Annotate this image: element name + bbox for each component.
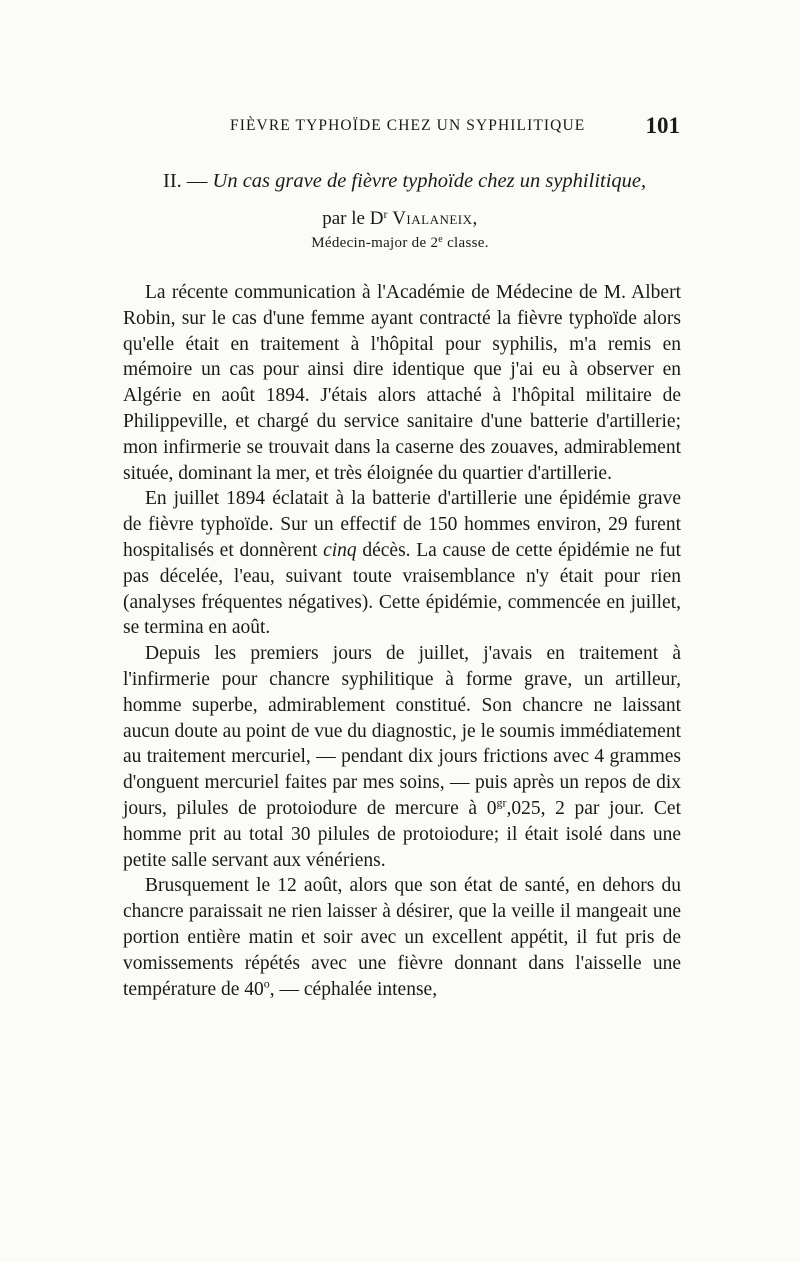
byline-sup: r: [383, 207, 388, 221]
paragraph-4-sup: o: [263, 976, 270, 991]
paragraph-2-part-a: En juillet 1894 éclatait à la batterie d'artillerie une épidémie grave de fièvre typhoïde. Sur un effectif de 150 hommes environ, 29 furent hospitalisés et donnèrent: [123, 488, 681, 561]
article-title: [163, 170, 703, 193]
paragraph-3: [123, 641, 681, 873]
rank-sup: e: [438, 234, 444, 245]
paragraph-3-sup: gr: [496, 795, 507, 810]
article-title-text: Un cas grave de fièvre typhoïde chez un syphilitique,: [212, 170, 647, 192]
article-number: II. —: [163, 170, 213, 192]
paragraph-1: La récente communication à l'Académie de Médecine de M. Albert Robin, sur le cas d'une femme ayant contracté la fièvre typhoïde alors qu'elle était en traitement à l'hôpital pour syphilis, m'a remis en mémoire un cas pour ainsi dire identique que j'ai eu à observer en Algérie en août 1894. J'étais alors attaché à l'hôpital militaire de Philippeville, et chargé du service sanitaire d'une batterie d'artillerie; mon infirmerie se trouvait dans la caserne des zouaves, admirablement située, dominant la mer, et très éloignée du quartier d'artillerie.: [123, 282, 681, 484]
paragraph-2-emphasis: cinq: [323, 539, 357, 561]
author-name: Vialaneix,: [392, 208, 478, 229]
page-header: [230, 113, 680, 141]
paragraph-4-part-b: , — céphalée intense,: [269, 978, 438, 1000]
paragraph-2: [123, 486, 681, 641]
paragraph-3-part-b: ,025, 2 par jour. Cet homme prit au total 30 pilules de protoiodure; il était isolé dans une petite salle servant aux vénériens.: [123, 797, 681, 871]
rank-suffix: classe.: [443, 235, 489, 251]
paragraph-4: [123, 873, 681, 1002]
paragraph-3-part-a: Depuis les premiers jours de juillet, j'avais en traitement à l'infirmerie pour chancre syphilitique à forme grave, un artilleur, homme superbe, admirablement constitué. Son chancre ne laissant aucun doute au point de vue du diagnostic, je le soumis immédiatement au traitement mercuriel, — pendant dix jours frictions avec 4 grammes d'onguent mercuriel faites par mes soins, — puis après un repos de dix jours, pilules de protoiodure de mercure à 0: [123, 643, 681, 819]
rank-prefix: Médecin-major de 2: [311, 235, 439, 251]
author-rank: [0, 234, 800, 252]
paragraph-4-part-a: Brusquement le 12 août, alors que son état de santé, en dehors du chancre paraissait ne rien laisser à désirer, que la veille il mangeait une portion entière matin et soir avec un excellent appétit, il fut pris de vomissements répétés avec une fièvre donnant dans l'aisselle une température de 40: [123, 875, 681, 1000]
byline-prefix: par le D: [322, 208, 384, 229]
byline: [0, 207, 800, 230]
running-title: FIÈVRE TYPHOÏDE CHEZ UN SYPHILITIQUE: [230, 117, 586, 134]
body-text: [123, 280, 681, 1002]
paragraph-2-part-b: décès. La cause de cette épidémie ne fut pas décelée, l'eau, suivant toute vraisemblance n'y était pour rien (analyses fréquentes négatives). Cette épidémie, commencée en juillet, se termina en août.: [123, 539, 681, 639]
page-number: 101: [645, 113, 680, 138]
